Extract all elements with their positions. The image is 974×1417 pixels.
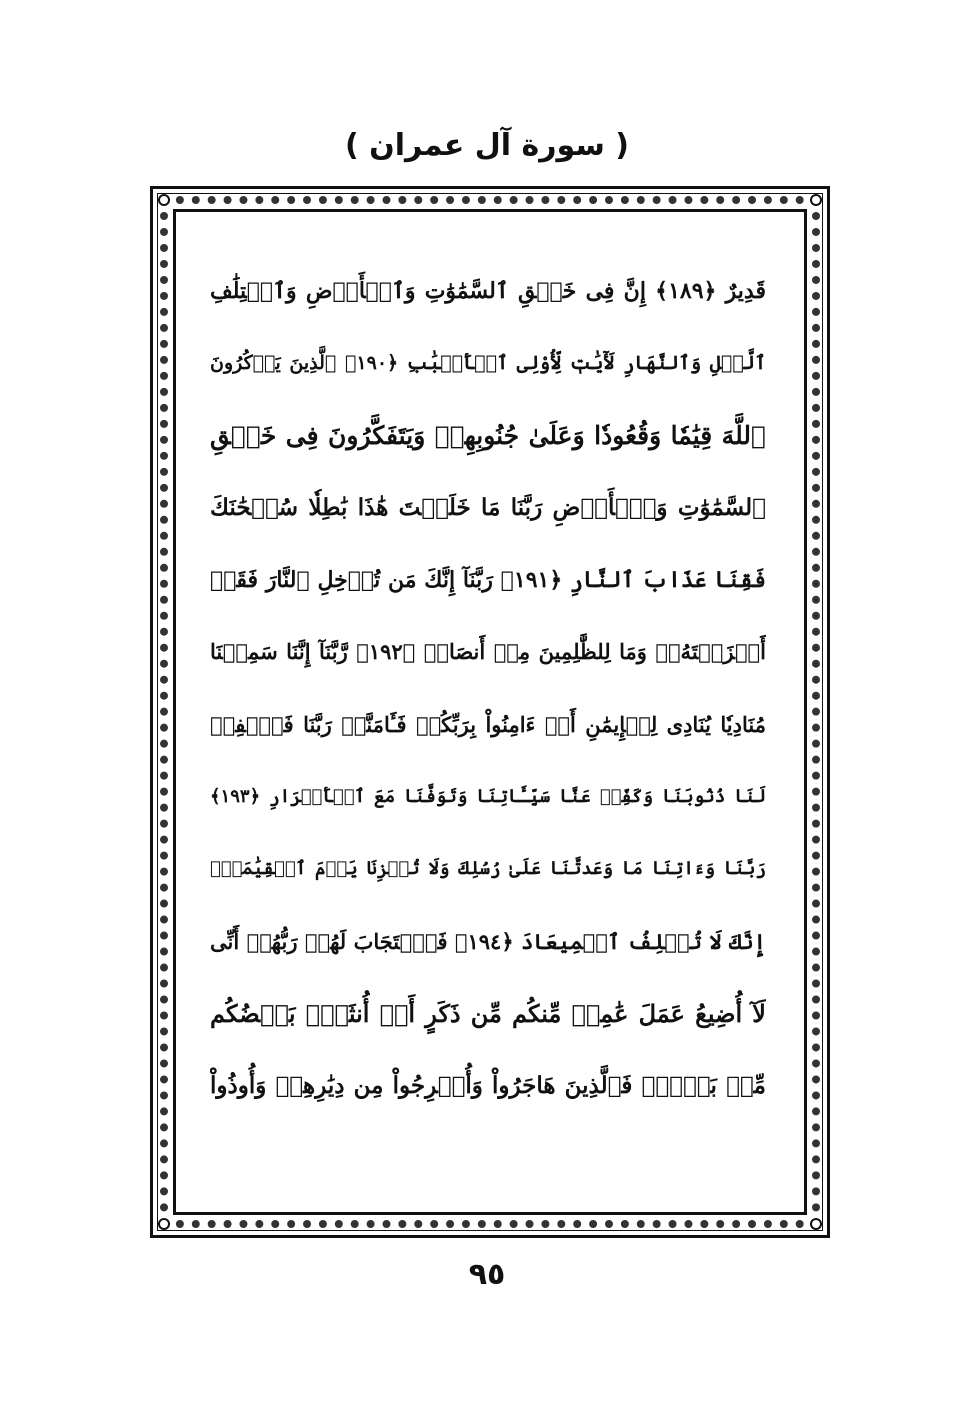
corner-ornament-icon — [810, 194, 822, 206]
verse-line: ٱلسَّمَٰوَٰتِ وَٱلۡأَرۡضِ رَبَّنَا مَا خَلَقۡتَ هَٰذَا بَٰطِلٗا سُبۡحَٰنَكَ — [210, 493, 766, 521]
verse-line: ٱللَّهَ قِيَٰمٗا وَقُعُودٗا وَعَلَىٰ جُنُوبِهِمۡ وَيَتَفَكَّرُونَ فِى خَلۡقِ — [210, 420, 766, 450]
surah-title: ( سورة آل عمران ) — [345, 128, 629, 163]
verse-line: أَخۡزَيۡتَهُۥۖ وَمَا لِلظَّٰلِمِينَ مِنۡ أَنصَارٖ ﴿١٩٢﴾ رَّبَّنَآ إِنَّنَا سَمِعۡنَا — [210, 639, 766, 665]
verse-line: لَآ أُضِيعُ عَمَلَ عَٰمِلٖ مِّنكُم مِّن ذَكَرٍ أَوۡ أُنثَىٰۖ بَعۡضُكُم — [210, 998, 766, 1028]
verse-line: إِنَّكَ لَا تُخۡلِفُ ٱلۡمِيعَادَ ﴿١٩٤﴾ فَٱسۡتَجَابَ لَهُمۡ رَبُّهُمۡ أَنِّى — [210, 928, 766, 954]
verse-line: فَقِنَا عَذَابَ ٱلنَّارِ ﴿١٩١﴾ رَبَّنَآ إِنَّكَ مَن تُدۡخِلِ ٱلنَّارَ فَقَدۡ — [210, 567, 766, 594]
verse-line: قَدِيرٌ ﴿١٨٩﴾ إِنَّ فِى خَلۡقِ ٱلسَّمَٰوَٰتِ وَٱلۡأَرۡضِ وَٱخۡتِلَٰفِ — [210, 278, 766, 304]
corner-ornament-icon — [158, 1218, 170, 1230]
verse-line: مُنَادِيٗا يُنَادِى لِلۡإِيمَٰنِ أَنۡ ءَامِنُواْ بِرَبِّكُمۡ فَـَٔامَنَّاۚ رَبَّنَا فَٱغۡفِرۡ — [210, 711, 766, 737]
verse-text-block — [210, 255, 766, 1195]
verse-line: لَنَا ذُنُوبَنَا وَكَفِّرۡ عَنَّا سَيِّـَٔاتِنَا وَتَوَفَّنَا مَعَ ٱلۡأَبۡرَارِ ﴿١٩٣﴾ — [210, 786, 766, 808]
verse-line: ٱلَّيۡلِ وَٱلنَّهَارِ لَأٓيَٰتٖ لِّأُوْلِى ٱلۡأَلۡبَٰبِ ﴿١٩٠﴾ ٱلَّذِينَ يَذۡكُرُونَ — [210, 352, 766, 375]
verse-line: مِّنۢ بَعۡضٖۖ فَٱلَّذِينَ هَاجَرُواْ وَأُخۡرِجُواْ مِن دِيَٰرِهِمۡ وَأُوذُواْ — [210, 1072, 766, 1100]
corner-ornament-icon — [158, 194, 170, 206]
verse-line: رَبَّنَا وَءَاتِنَا مَا وَعَدتَّنَا عَلَىٰ رُسُلِكَ وَلَا تُخۡزِنَا يَوۡمَ ٱلۡقِيَٰمَةِۖ — [210, 858, 766, 880]
page-number: ٩٥ — [468, 1257, 506, 1292]
corner-ornament-icon — [810, 1218, 822, 1230]
